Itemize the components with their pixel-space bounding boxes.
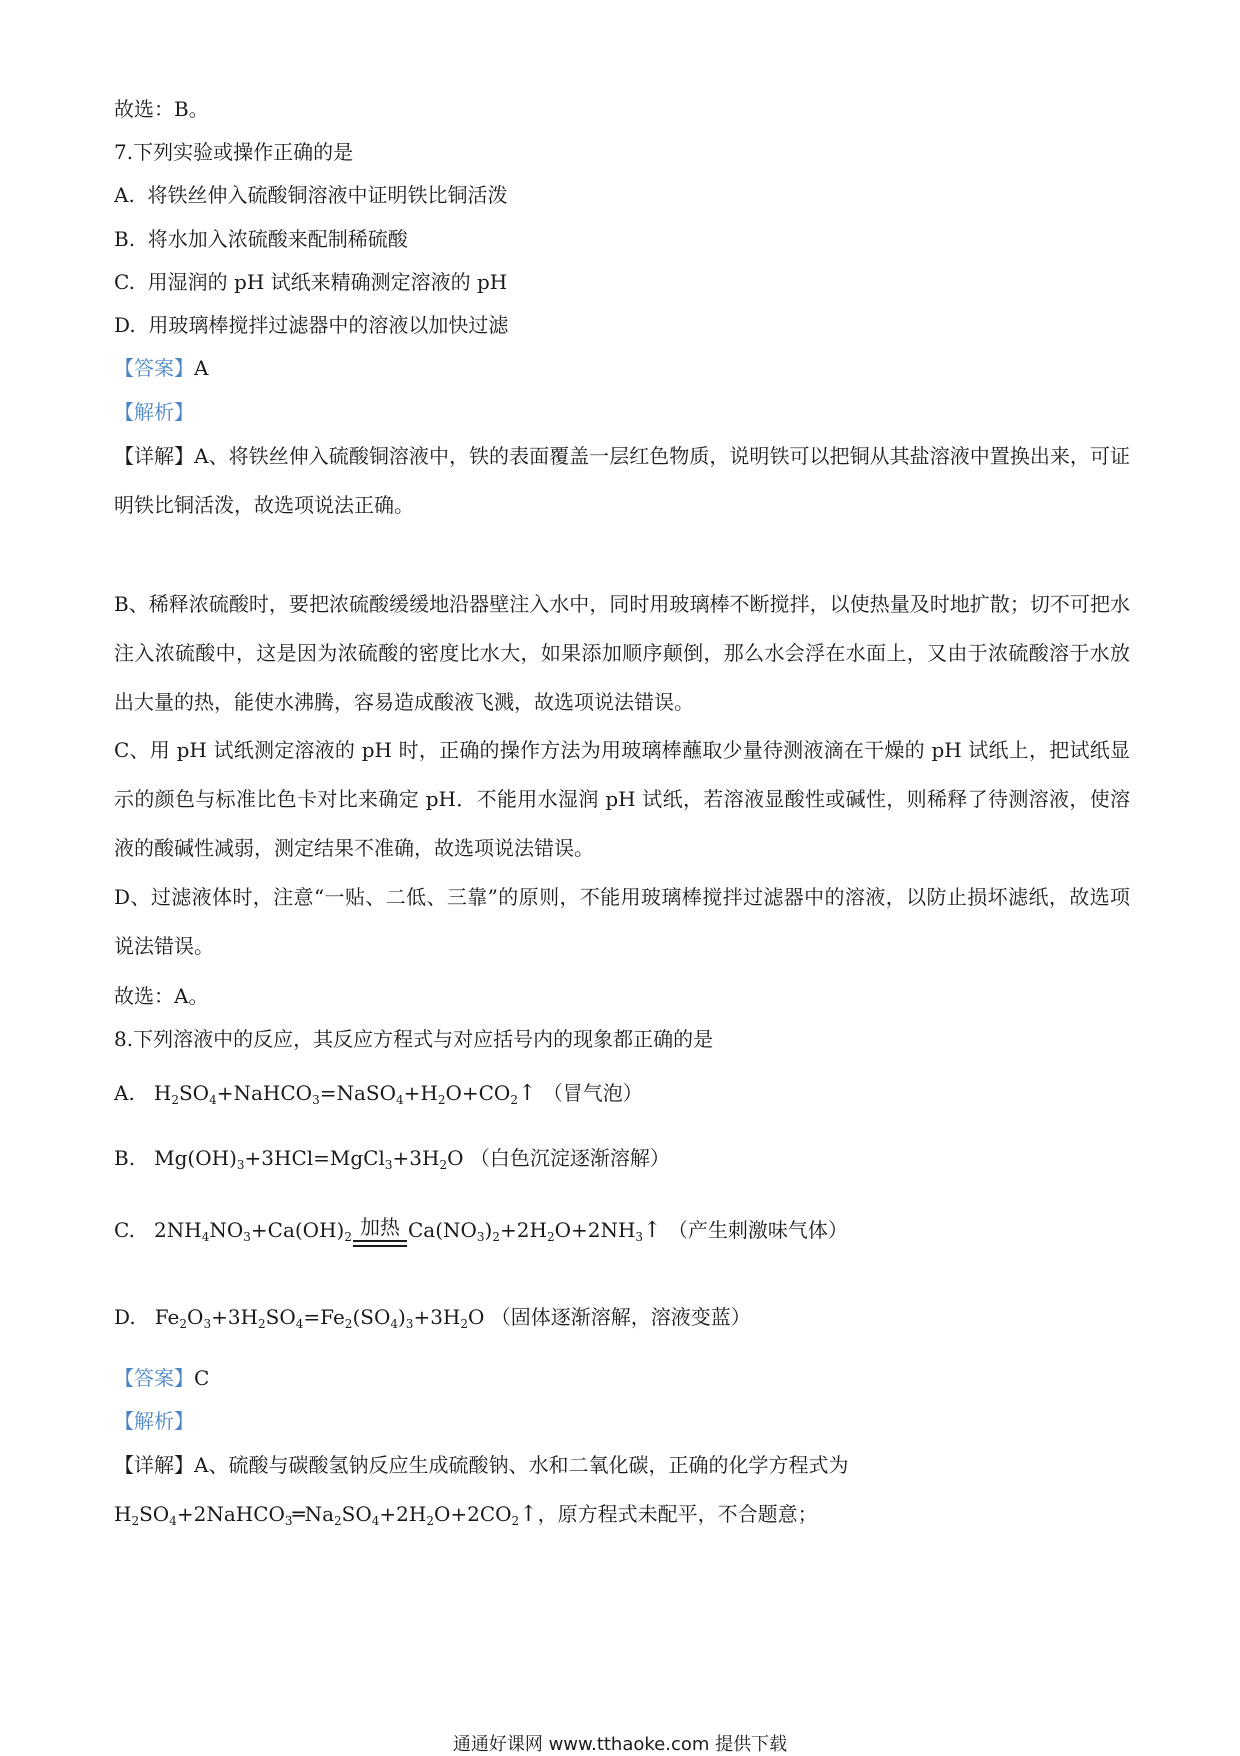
q7-detail-a	[114, 432, 1130, 530]
q7-analysis-heading: 【解析】	[114, 400, 194, 424]
answer-value: A	[194, 356, 209, 380]
q7-conclusion: 故选：A。	[114, 984, 209, 1008]
option-text: 将铁丝伸入硫酸铜溶液中证明铁比铜活泼	[147, 183, 508, 207]
detail-tail: ，原方程式未配平，不合题意；	[537, 1502, 818, 1526]
answer-value: C	[194, 1366, 210, 1390]
q7-option-a	[114, 180, 1130, 210]
detail-text: A、将铁丝伸入硫酸铜溶液中，铁的表面覆盖一层红色物质，说明铁可以把铜从其盐溶液中置换出来，可证明铁比铜活泼，故选项说法正确。	[114, 444, 1130, 517]
q8-option-c	[114, 1200, 1130, 1261]
q6-conclusion: 故选：B。	[114, 97, 209, 121]
option-label: B.	[114, 227, 136, 251]
q7-detail-c: C、用 pH 试纸测定溶液的 pH 时，正确的操作方法为用玻璃棒蘸取少量待测液滴在干燥的 pH 试纸上，把试纸显示的颜色与标准比色卡对比来确定 pH．不能用水湿润 pH 试纸，若溶液显酸性或碱性，则稀释了待测溶液，使溶液的酸碱性减弱，测定结果不准确，故选项说法错误。	[114, 738, 1130, 860]
option-note: （冒气泡）	[542, 1081, 643, 1105]
option-label: D.	[114, 313, 136, 337]
q7-option-d	[114, 310, 1130, 340]
option-label: D.	[114, 1305, 136, 1329]
detail-text: A、硫酸与碳酸氢钠反应生成硫酸钠、水和二氧化碳，正确的化学方程式为	[194, 1453, 849, 1477]
q8-option-b	[114, 1143, 1130, 1173]
q7-detail-b: B、稀释浓硫酸时，要把浓硫酸缓缓地沿器壁注入水中，同时用玻璃棒不断搅拌，以使热量及时地扩散；切不可把水注入浓硫酸中，这是因为浓硫酸的密度比水大，如果添加顺序颠倒，那么水会浮在水面上，又由于浓硫酸溶于水放出大量的热，能使水沸腾，容易造成酸液飞溅，故选项说法错误。	[114, 592, 1130, 714]
equation-a: $H_2SO_4+NaHCO_3=NaSO_4+H_2O+CO_2↑$	[153, 1081, 537, 1107]
reaction-condition: 加热	[353, 1216, 407, 1247]
q8-option-a	[114, 1078, 1130, 1109]
q8-answer	[114, 1363, 1130, 1393]
q8-option-d	[114, 1302, 1130, 1332]
equation-c: $2NH_4NO_3+Ca(OH)_2$ 加热 $Ca(NO_3)_2+2H_2O+2NH_3↑$	[154, 1218, 661, 1242]
option-text: 用玻璃棒搅拌过滤器中的溶液以加快过滤	[148, 313, 509, 337]
option-label: A.	[114, 183, 135, 207]
option-label: C.	[114, 270, 135, 294]
q8-detail-a	[114, 1441, 1130, 1539]
option-label: C.	[114, 1218, 135, 1242]
answer-tag: 【答案】	[114, 356, 194, 380]
detail-tag: 【详解】	[114, 444, 195, 468]
option-text: 将水加入浓硫酸来配制稀硫酸	[147, 227, 408, 251]
option-label: B.	[114, 1146, 136, 1170]
option-label: A.	[114, 1081, 135, 1105]
q7-answer	[114, 353, 1130, 383]
q7-question: 7.下列实验或操作正确的是	[114, 140, 354, 164]
detail-tag: 【详解】	[114, 1453, 194, 1477]
option-note: （固体逐渐溶解，溶液变蓝）	[490, 1305, 751, 1329]
equation-d: $Fe_2O_3+3H_2SO_4=Fe_2(SO_4)_3+3H_2O$	[154, 1305, 485, 1331]
option-note: （产生刺激味气体）	[667, 1218, 848, 1242]
option-note: （白色沉淀逐渐溶解）	[469, 1146, 670, 1170]
equation-b: $Mg(OH)_3+3HCl=MgCl_3+3H_2O$	[154, 1146, 464, 1172]
option-text: 用湿润的 pH 试纸来精确测定溶液的 pH	[147, 270, 508, 294]
q8-question: 8.下列溶液中的反应，其反应方程式与对应括号内的现象都正确的是	[114, 1027, 714, 1051]
q8-analysis-heading: 【解析】	[114, 1409, 194, 1433]
q7-detail-d: D、过滤液体时，注意“一贴、二低、三靠”的原则，不能用玻璃棒搅拌过滤器中的溶液，以防止损坏滤纸，故选项说法错误。	[114, 885, 1130, 958]
q7-option-c	[114, 267, 1130, 297]
answer-tag: 【答案】	[114, 1366, 194, 1390]
equation-correct: $H_2SO_4+2NaHCO_3═Na_2SO_4+2H_2O+2CO_2↑$	[114, 1502, 538, 1528]
q7-option-b	[114, 224, 1130, 254]
footer-source: 通通好课网 www.tthaoke.com 提供下载	[452, 1734, 788, 1755]
